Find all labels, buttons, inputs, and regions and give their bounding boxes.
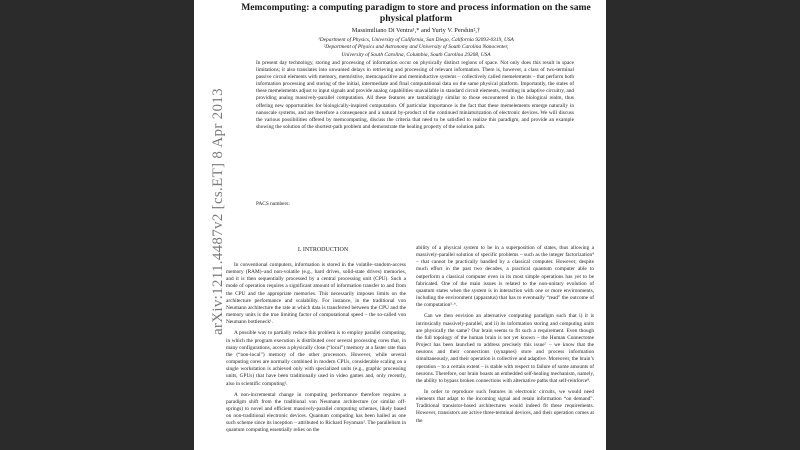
right-paragraph-2: Can we then envision an alternative computing paradigm such that i) it is intrinsically massively-parallel, and ii) its information storing and computing units are physically the same? Our brain seems to fit such a requirement. Even though the full topology of the human brain is not yet known – the Human Connectome Project has been launched to address precisely this issue⁷ – we know that the neurons and their connections (synapses) store and process information simultaneously, and their operation is collective and adaptive. Moreover, the brain’s operation – to a certain extent – is stable with respect to failure of some amounts of neurons. Therefore, our brain boasts an embedded self-healing mechanism, namely, the ability to bypass broken connections with alternative paths that self-reinforce⁸. xyxy=(416,313,594,384)
abstract: In present day technology, storing and processing of information occur on physically distinct regions of space. Not only does this result in space limitations; it also translates into unwanted delays in retrieving and processing of relevant information. There is, however, a class of two-terminal passive circuit elements with memory, memristive, memcapacitive and meminductive systems – collectively called memelements – that perform both information processing and storing of the initial, intermediate and final computational data on the same physical platform. Importantly, the states of these memelements adjust to input signals and provide analog capabilities unavailable in standard circuit elements, resulting in adaptive circuitry, and providing analog massively-parallel computation. All these features are tantalizingly similar to those encountered in the biological realm, thus offering new opportunities for biologically-inspired computation. Of particular importance is the fact that these memelements emerge naturally in nanoscale systems, and are therefore a consequence and a natural by-product of the continued miniaturization of electronic devices. We will discuss the various possibilities offered by memcomputing, discuss the criteria that need to be satisfied to realize this paradigm, and provide an example showing the solution of the shortest-path problem and demonstrate the healing property of the solution path. xyxy=(256,60,574,130)
affiliation-2: ²Department of Physics and Astronomy and University of South Carolina Nanocenter, xyxy=(323,44,509,51)
author-line: Massimiliano Di Ventra¹,* and Yuriy V. Pershin²,† xyxy=(351,27,481,34)
left-paragraph-3: A non-incremental change in computing performance therefore requires a paradigm shift from the traditional von Neumann architecture (or similar off-springs) to novel and efficient massively-parallel computing schemes, likely based on non-traditional electronic devices. Quantum computing has been hailed as one such scheme since its inception – attributed to Richard Feynman³. The parallelism in quantum computing essentially relies on the xyxy=(226,391,406,434)
right-paragraph-3: In order to reproduce such features in electronic circuits, we would need elements that adapt to the incoming signal and retain information “on demand”. Traditional transistor-based architectures would indeed fit these requirements. However, transistors are active three-terminal devices, and their operation comes at the xyxy=(416,388,594,424)
left-paragraph-1: In conventional computers, information is stored in the volatile–random-access memory (RAM)–and non-volatile (e.g., hard drives, solid-state drives) memories, and it is then sequentially processed by a central processing unit (CPU). Such a mode of operation requires a significant amount of information transfer to and from the CPU and the appropriate memories. This necessarily imposes limits on the architecture performance and scalability. For instance, in the traditional von Neumann architecture the rate at which data is transferred between the CPU and the memory units is the true limiting factor of computational speed – the so-called von Neumann bottleneck¹. xyxy=(226,262,406,326)
section-heading-introduction: I. INTRODUCTION xyxy=(297,247,349,253)
right-column xyxy=(416,245,594,429)
affiliation-3: University of South Carolina, Columbia, South Carolina 29208, USA xyxy=(341,51,491,58)
left-paragraph-2: A possible way to partially reduce this problem is to employ parallel computing, in which the program execution is distributed over several processing cores that, in many configurations, access a physically close (“local”) memory at a faster rate than the (“non-local”) memory of the other processors. However, while several computing cores are normally combined in modern CPUs, considerable scaling on a single workstation is achieved only with specialized units (e.g., graphic processing units, GPUs) that have been traditionally used in video games and, only recently, also in scientific computing². xyxy=(226,330,406,387)
paper-page xyxy=(194,0,606,450)
pacs-numbers: PACS numbers: xyxy=(256,201,290,207)
left-column xyxy=(226,262,406,439)
arxiv-stamp: arXiv:1211.4487v2 [cs.ET] 8 Apr 2013 xyxy=(210,88,226,335)
paper-title: Memcomputing: a computing paradigm to store and process information on the same physical platform xyxy=(241,2,591,25)
affiliations xyxy=(238,37,594,59)
affiliation-1: ¹Department of Physics, University of California, San Diego, California 92093-0319, USA xyxy=(318,37,514,43)
right-paragraph-1: ability of a physical system to be in a superposition of states, thus allowing a massively-parallel solution of specific problems – such as the integer factorization⁴ – that cannot be practically handled by a classical computer. However, despite much effort in the past two decades, a practical quantum computer able to outperform a classical computer even in its most simple operations has yet to be fabricated. One of the main issues is related to the non-unitary evolution of quantum states when the system is in interaction with one or more environments, including the environment (apparatus) that has to eventually “read” the outcome of the computation⁵·⁶. xyxy=(416,245,594,309)
